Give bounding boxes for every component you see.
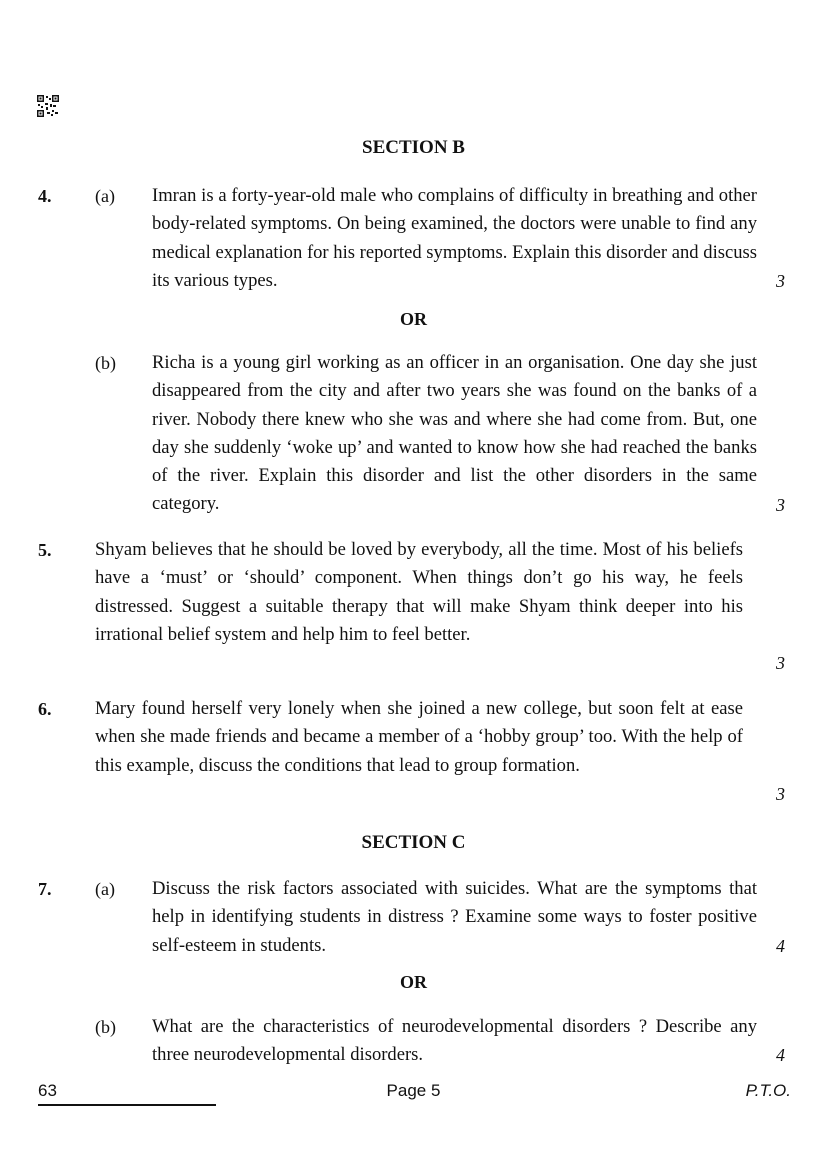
question-4b-label: (b) bbox=[95, 353, 116, 373]
question-6-number: 6. bbox=[38, 699, 52, 719]
question-4a-label: (a) bbox=[95, 186, 115, 206]
question-7a-marks: 4 bbox=[776, 936, 785, 956]
question-5-text: Shyam believes that he should be loved by everybody, all the time. Most of his beliefs have a ‘must’ or ‘should’ component. When things don’t go his way, he feels distressed. Suggest a suitable therapy that will make Shyam think deeper into his irrational belief system and help him to feel better. bbox=[95, 539, 743, 645]
section-c-title: SECTION C bbox=[361, 832, 466, 853]
question-4a-marks: 3 bbox=[776, 271, 785, 291]
question-4-number: 4. bbox=[38, 186, 52, 206]
pto-label: P.T.O. bbox=[745, 1081, 791, 1100]
question-5-number: 5. bbox=[38, 540, 52, 560]
section-b-title: SECTION B bbox=[362, 137, 465, 158]
question-7-or: OR bbox=[400, 972, 427, 992]
question-7-number: 7. bbox=[38, 879, 52, 899]
question-5-marks: 3 bbox=[776, 653, 785, 673]
question-6-text: Mary found herself very lonely when she joined a new college, but soon felt at ease when she made friends and became a member of a ‘hobby group’ too. With the help of this example, discuss the conditions that lead to group formation. bbox=[95, 698, 743, 776]
paper-code: 63 bbox=[38, 1081, 57, 1100]
qr-code-icon bbox=[37, 95, 59, 117]
question-7b-text: What are the characteristics of neurodevelopmental disorders ? Describe any three neurodevelopmental disorders. bbox=[152, 1016, 757, 1066]
footer-rule bbox=[38, 1104, 216, 1106]
question-4b-marks: 3 bbox=[776, 495, 785, 515]
question-6-marks: 3 bbox=[776, 784, 785, 804]
question-4b-text: Richa is a young girl working as an officer in an organisation. One day she just disappeared from the city and after two years she was found on the banks of a river. Nobody there knew who she was and where she had come from. But, one day she suddenly ‘woke up’ and wanted to know how she had reached the banks of the river. Explain this disorder and list the other disorders in the same category. bbox=[152, 352, 757, 515]
question-7a-label: (a) bbox=[95, 879, 115, 899]
question-4a-text: Imran is a forty-year-old male who complains of difficulty in breathing and other body-related symptoms. On being examined, the doctors were unable to find any medical explanation for his reported symptoms. Explain this disorder and discuss its various types. bbox=[152, 185, 757, 291]
question-4-or: OR bbox=[400, 309, 427, 329]
question-7a-text: Discuss the risk factors associated with suicides. What are the symptoms that help in identifying students in distress ? Examine some ways to foster positive self-esteem in students. bbox=[152, 878, 757, 956]
question-7b-label: (b) bbox=[95, 1017, 116, 1037]
question-7b-marks: 4 bbox=[776, 1045, 785, 1065]
page-number: Page 5 bbox=[386, 1081, 441, 1100]
